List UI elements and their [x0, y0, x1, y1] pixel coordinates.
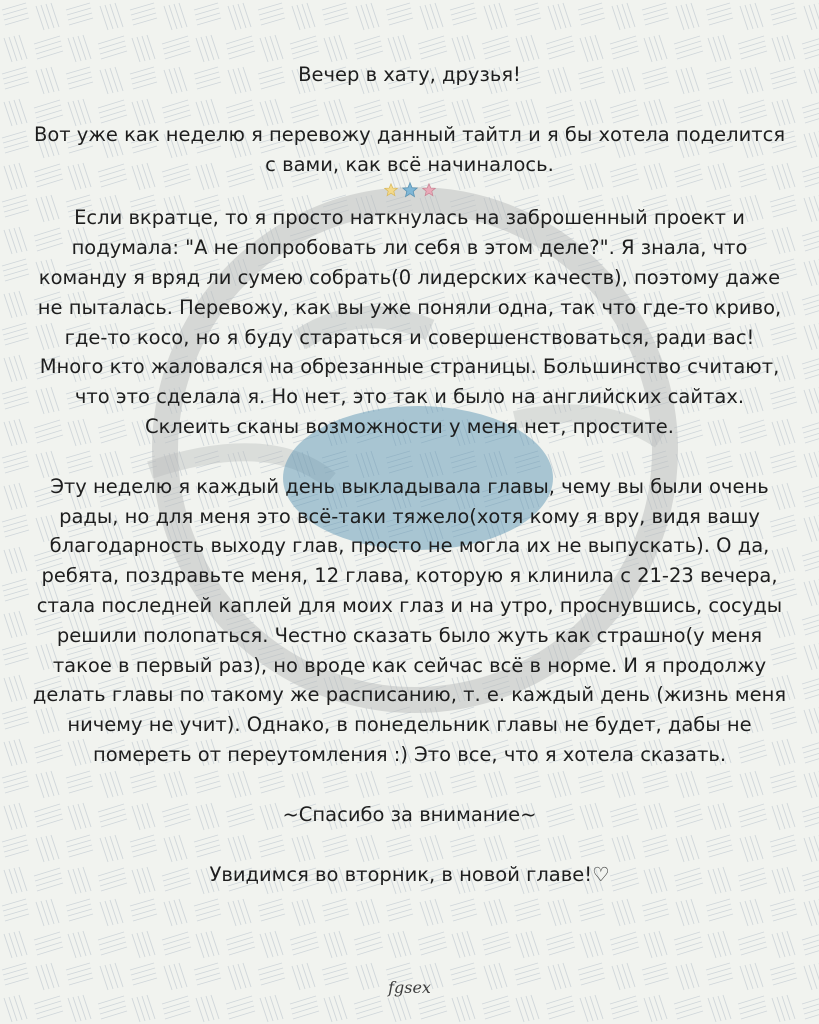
star-icon — [422, 183, 436, 197]
star-icon — [384, 183, 398, 197]
intro-paragraph: Вот уже как неделю я перевожу данный тайтл и я бы хотела поделится с вами, как всё начиналось. — [33, 122, 786, 176]
letter — [30, 60, 789, 889]
farewell-line: Увидимся во вторник, в новой главе!♡ — [209, 862, 610, 886]
thanks-line: ~Спасибо за внимание~ — [282, 802, 537, 826]
greeting: Вечер в хату, друзья! — [298, 63, 521, 86]
paragraph-start: Если вкратце, то я просто наткнулась на заброшенный проект и подумала: "А не попробовать ли себя в этом деле?". Я знала, что команду я вряд ли сумею собрать(0 лидерских качеств), поэтому даже не пыталась. Перевожу, как вы уже поняли одна, так что где-то криво, где-то косо, но я буду стараться и совершенствоваться, ради вас! Много кто жаловался на обрезанные страницы. Большинство считают, что это сделала я. Но нет, это так и было на английских сайтах. Склеить сканы возможности у меня нет, простите. — [37, 206, 782, 438]
stars-decoration — [30, 177, 789, 203]
paragraph-week: Эту неделю я каждый день выкладывала главы, чему вы были очень рады, но для меня это всё-таки тяжело(хотя кому я вру, видя вашу благодарность выходу глав, просто не могла их не выпускать). О да, ребята, поздравьте меня, 12 глава, которую я клинила с 21-23 вечера, стала последней каплей для моих глаз и на утро, проснувшись, сосуды решили полопаться. Честно сказать было жуть как страшно(у меня такое в первый раз), но вроде как сейчас всё в норме. И я продолжу делать главы по такому же расписанию, т. е. каждый день (жизнь меня ничему не учит). Однако, в понедельник главы не будет, дабы не помереть от переутомления :) Это все, что я хотела сказать. — [32, 474, 787, 766]
star-icon — [402, 182, 418, 198]
signature: fgsex — [388, 978, 431, 997]
